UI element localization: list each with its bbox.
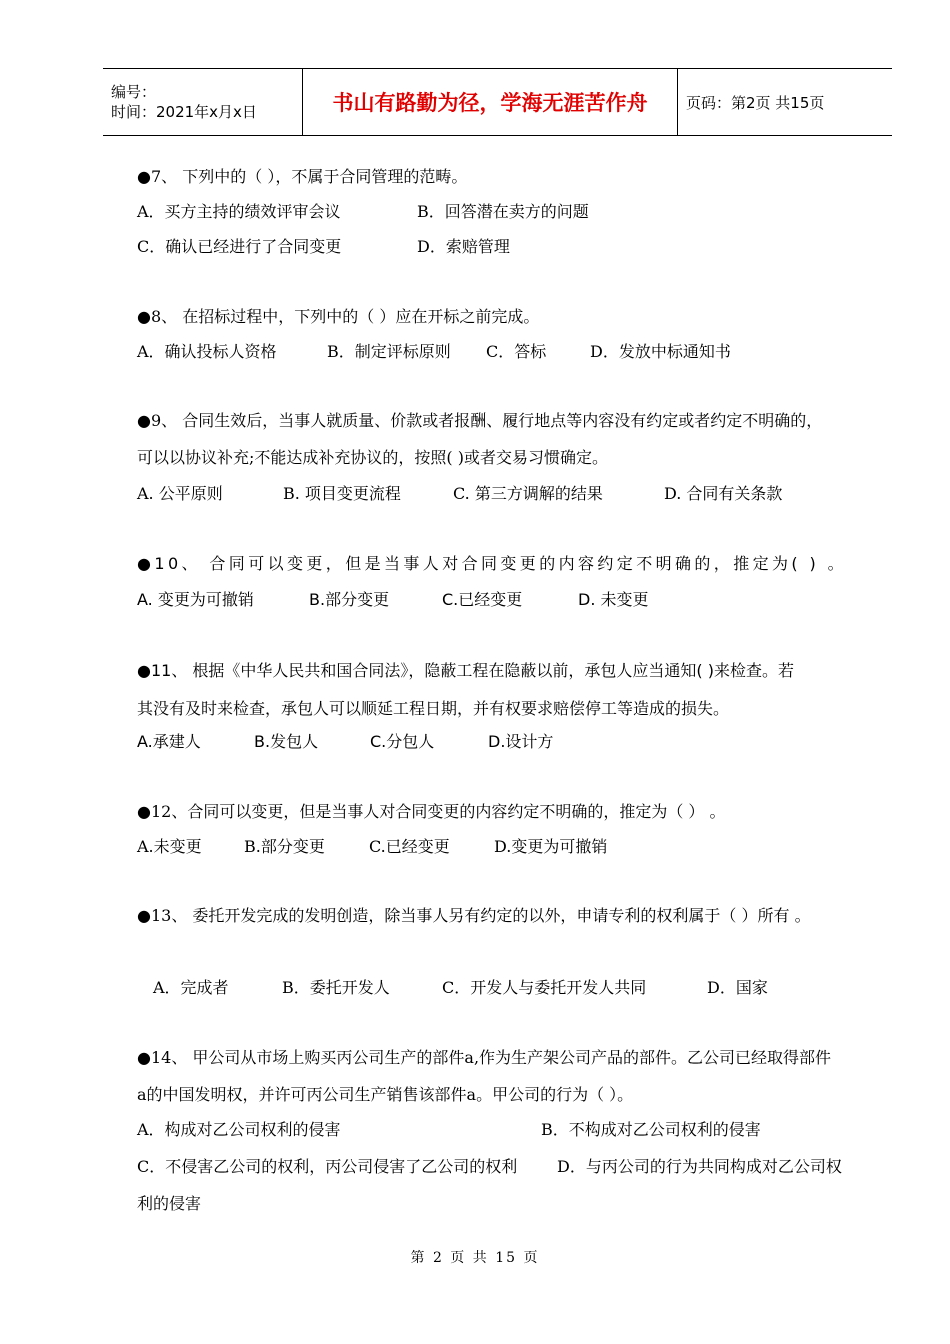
question-14-option-c: C．不侵害乙公司的权利，丙公司侵害了乙公司的权利 [137, 1157, 518, 1176]
question-8-option-c: C．答标 [486, 342, 547, 361]
question-11-option-c: C.分包人 [370, 732, 435, 751]
question-9-option-a: A. 公平原则 [137, 484, 223, 503]
question-12-option-c: C.已经变更 [369, 837, 450, 856]
question-9-option-b: B. 项目变更流程 [283, 484, 401, 503]
question-11-option-a: A.承建人 [137, 732, 201, 751]
question-9-option-d: D. 合同有关条款 [664, 484, 783, 503]
question-13-option-c: C．开发人与委托开发人共同 [442, 978, 647, 997]
question-7-option-a: A．买方主持的绩效评审会议 [137, 202, 341, 221]
question-8-option-b: B．制定评标原则 [327, 342, 451, 361]
question-12-option-a: A.未变更 [137, 837, 202, 856]
question-10-option-c: C.已经变更 [442, 590, 523, 609]
motto-text: 书山有路勤为径，学海无涯苦作舟 [332, 91, 648, 115]
question-11-text-line-2: 其没有及时来检查，承包人可以顺延工程日期，并有权要求赔偿停工等造成的损失。 [137, 699, 730, 718]
header-page-code [678, 69, 892, 135]
question-8-text: ●8、 在招标过程中，下列中的（ ）应在开标之前完成。 [137, 307, 540, 326]
question-10-text: ●10、 合同可以变更，但是当事人对合同变更的内容约定不明确的，推定为( ) 。 [137, 554, 848, 573]
question-8-option-a: A．确认投标人资格 [137, 342, 277, 361]
question-12-option-b: B.部分变更 [244, 837, 325, 856]
question-10-option-d: D. 未变更 [578, 590, 649, 609]
question-14-option-d: D．与丙公司的行为共同构成对乙公司权 [557, 1157, 842, 1176]
question-10-option-a: A. 变更为可撤销 [137, 590, 254, 609]
question-12-option-d: D.变更为可撤销 [494, 837, 608, 856]
question-13-text: ●13、 委托开发完成的发明创造，除当事人另有约定的以外，申请专利的权利属于（ ）所有 。 [137, 906, 811, 925]
question-11-text-line-1: ●11、 根据《中华人民共和国合同法》，隐蔽工程在隐蔽以前，承包人应当通知( )来检查。若 [137, 661, 794, 680]
question-14-text-line-1: ●14、 甲公司从市场上购买丙公司生产的部件a,作为生产架公司产品的部件。乙公司已经取得部件 [137, 1048, 832, 1067]
question-11-option-b: B.发包人 [254, 732, 319, 751]
time-label: 时间：2021年x月x日 [111, 103, 257, 121]
question-11-option-d: D.设计方 [488, 732, 554, 751]
question-13-option-a: A．完成者 [153, 978, 229, 997]
question-13-option-d: D．国家 [707, 978, 768, 997]
question-9-option-c: C. 第三方调解的结果 [453, 484, 603, 503]
question-14-text-line-2: a的中国发明权，并许可丙公司生产销售该部件a。甲公司的行为（ ）。 [137, 1085, 634, 1104]
header-meta [103, 69, 303, 135]
question-7-option-b: B．回答潜在卖方的问题 [417, 202, 589, 221]
question-7-text: ●7、 下列中的（ ），不属于合同管理的范畴。 [137, 167, 468, 186]
question-7-option-d: D．索赔管理 [417, 237, 510, 256]
number-label: 编号： [111, 83, 157, 101]
page-header [103, 68, 892, 136]
question-14-option-d-continued: 利的侵害 [137, 1194, 202, 1213]
question-14-option-a: A．构成对乙公司权利的侵害 [137, 1120, 341, 1139]
question-8-option-d: D．发放中标通知书 [590, 342, 731, 361]
question-14-option-b: B．不构成对乙公司权利的侵害 [541, 1120, 761, 1139]
header-motto [303, 69, 678, 135]
question-9-text-line-1: ●9、 合同生效后，当事人就质量、价款或者报酬、履行地点等内容没有约定或者约定不明确的， [137, 411, 823, 430]
question-12-text: ●12、合同可以变更，但是当事人对合同变更的内容约定不明确的，推定为（ ） 。 [137, 802, 726, 821]
question-7-option-c: C．确认已经进行了合同变更 [137, 237, 342, 256]
question-9-text-line-2: 可以以协议补充;不能达成补充协议的，按照( )或者交易习惯确定。 [137, 448, 608, 467]
page-code-text: 页码：第2页 共15页 [686, 93, 825, 112]
page-footer: 第 2 页 共 15 页 [410, 1250, 540, 1266]
question-13-option-b: B．委托开发人 [282, 978, 390, 997]
question-10-option-b: B.部分变更 [309, 590, 390, 609]
